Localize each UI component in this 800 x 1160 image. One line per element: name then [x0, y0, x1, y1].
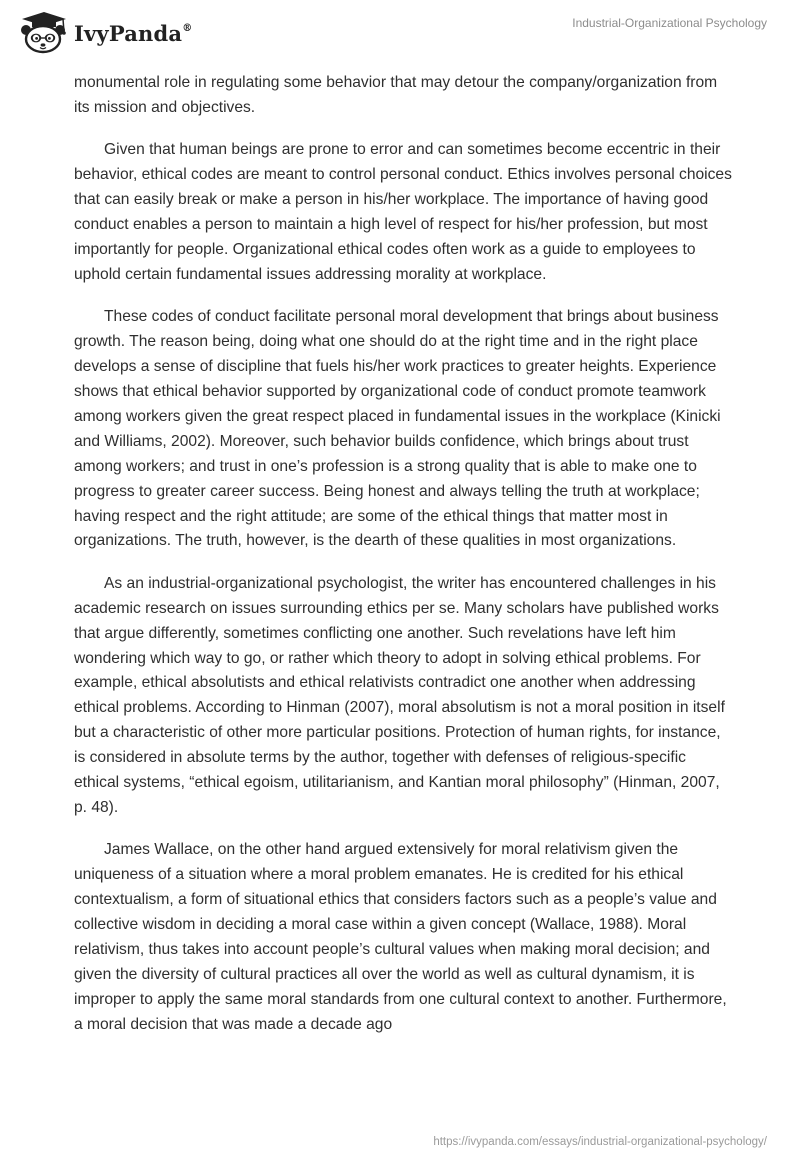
paragraph: James Wallace, on the other hand argued extensively for moral relativism given the uniqueness of a situation where a moral problem emanates. He is credited for his ethical contextualism, a form of situational ethics that considers factors such as a people’s value and collective wisdom in deciding a moral case within a given concept (Wallace, 1988). Moral relativism, thus takes into account people’s cultural values when making moral decision; and given the diversity of cultural practices all over the world as well as cultural dynamism, it is improper to apply the same moral standards from one cultural context to another. Furthermore, a moral decision that was made a decade ago: [74, 841, 727, 1033]
source-url[interactable]: https://ivypanda.com/essays/industrial-organizational-psychology/: [433, 1136, 767, 1148]
paragraph: Given that human beings are prone to error and can sometimes become eccentric in their behavior, ethical codes are meant to control personal conduct. Ethics involves personal choices that can easily break or make a person in his/her workplace. The importance of having good conduct enables a person to maintain a high level of respect for his/her profession, but most importantly for people. Organizational ethical codes often work as a guide to employees to uphold certain fundamental issues addressing morality at workplace.: [74, 141, 732, 283]
paragraph: monumental role in regulating some behavior that may detour the company/organization from its mission and objectives.: [74, 74, 718, 116]
brand-name: IvyPanda®: [74, 20, 193, 46]
panda-graduate-icon: [14, 10, 70, 54]
paragraph: As an industrial-organizational psychologist, the writer has encountered challenges in his academic research on issues surrounding ethics per se. Many scholars have published works that argue differently, sometimes conflicting one another. Such revelations have left him wondering which way to go, or rather which theory to adopt in solving ethical problems. For example, ethical absolutists and ethical relativists contradict one another when addressing ethical problems. According to Hinman (2007), moral absolutism is not a moral position in itself but a characteristic of other more particular positions. Protection of human rights, for instance, is considered in absolute terms by the author, together with defenses of religious-specific ethical systems, “ethical egoism, utilitarianism, and Kantian moral philosophy” (Hinman, 2007, p. 48).: [74, 574, 725, 816]
ivypanda-logo[interactable]: [14, 10, 192, 54]
document-title: Industrial-Organizational Psychology: [572, 16, 767, 30]
registered-mark: ®: [182, 22, 193, 34]
essay-body: [74, 71, 734, 1055]
page-header: [0, 0, 800, 64]
paragraph: These codes of conduct facilitate personal moral development that brings about business growth. The reason being, doing what one should do at the right time and in the right place develops a sense of discipline that fuels his/her work practices to greater heights. Experience shows that ethical behavior supported by organizational code of conduct promote teamwork among workers given the great respect placed in fundamental issues in the workplace (Kinicki and Williams, 2002). Moreover, such behavior builds confidence, which brings about trust among workers; and trust in one’s profession is a strong quality that is able to make one to progress to greater career success. Being honest and always telling the truth at workplace; having respect and the right attitude; are some of the ethical things that matter most in organizations. The truth, however, is the dearth of these qualities in most organizations.: [74, 308, 721, 550]
